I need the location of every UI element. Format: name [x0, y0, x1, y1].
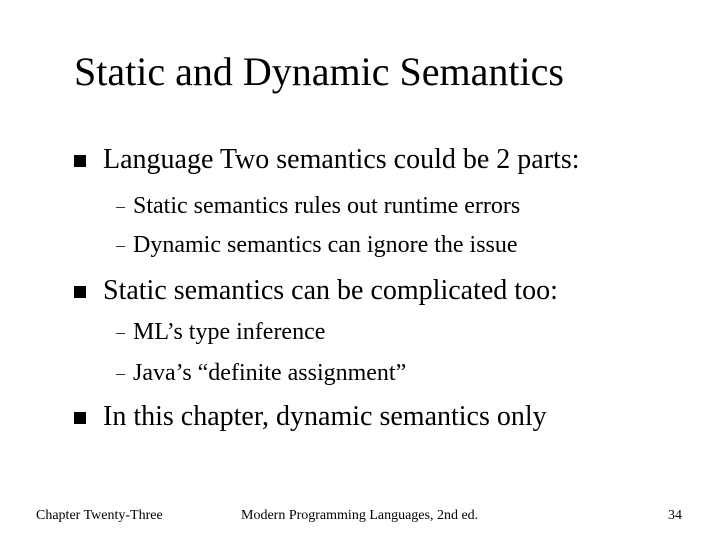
dash-bullet-icon: –	[116, 363, 125, 383]
dash-bullet-icon: –	[116, 322, 125, 342]
sub-bullet-text: Java’s “definite assignment”	[133, 360, 407, 386]
sub-bullet-text: Static semantics rules out runtime errors	[133, 193, 521, 219]
dash-bullet-icon: –	[116, 196, 125, 216]
square-bullet-icon	[74, 412, 86, 424]
bullet-text: In this chapter, dynamic semantics only	[103, 401, 547, 432]
slide-title: Static and Dynamic Semantics	[74, 49, 564, 94]
sub-bullet-text: Dynamic semantics can ignore the issue	[133, 232, 518, 258]
dash-bullet-icon: –	[116, 235, 125, 255]
bullet-text: Static semantics can be complicated too:	[103, 275, 558, 306]
footer-chapter: Chapter Twenty-Three	[36, 508, 163, 523]
bullet-text: Language Two semantics could be 2 parts:	[103, 144, 580, 175]
footer-page-number: 34	[668, 508, 682, 523]
footer-book-title: Modern Programming Languages, 2nd ed.	[241, 508, 479, 523]
sub-bullet-text: ML’s type inference	[133, 319, 326, 345]
square-bullet-icon	[74, 286, 86, 298]
square-bullet-icon	[74, 155, 86, 167]
